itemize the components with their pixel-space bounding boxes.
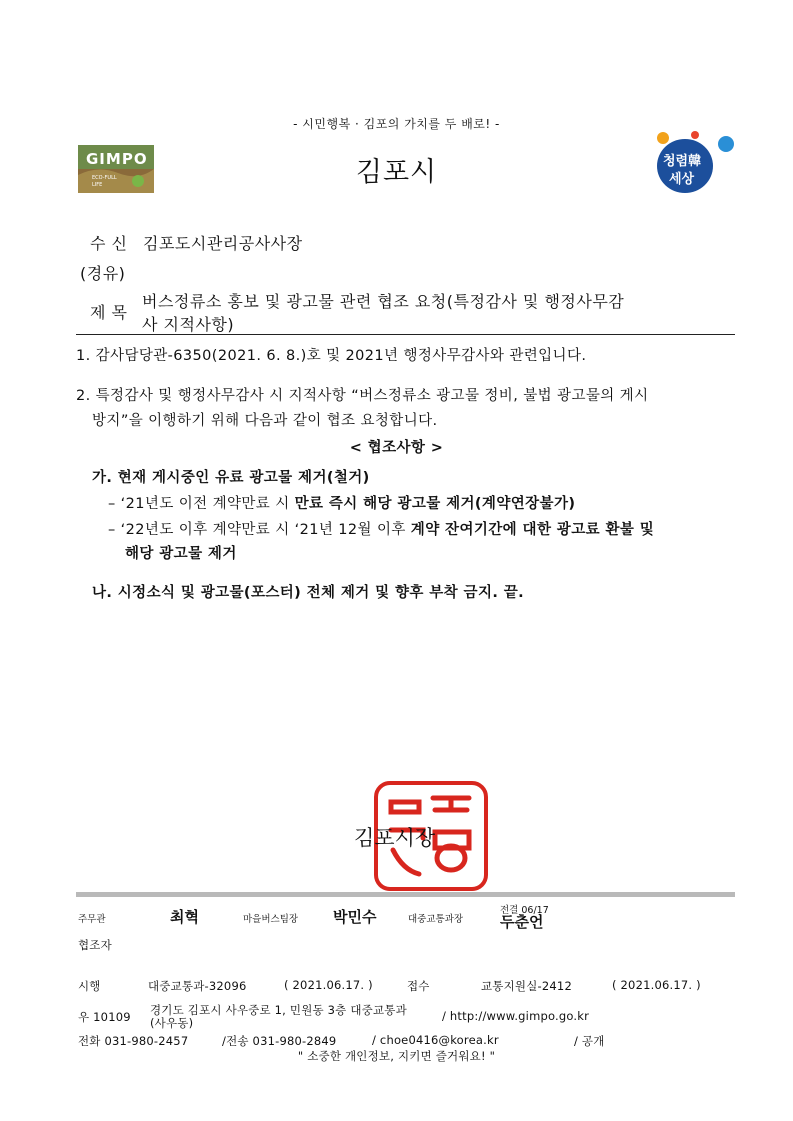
director-name: 두춘언 xyxy=(500,913,544,931)
logo-right-text2: 세상 xyxy=(669,172,695,187)
director-label: 대중교통과장 xyxy=(408,914,464,925)
recipient-value: 김포도시관리공사사장 xyxy=(143,234,303,253)
team-name: 박민수 xyxy=(333,908,377,926)
address-line2: (사우동) xyxy=(150,1016,194,1030)
address-line1: 경기도 김포시 사우중로 1, 민원동 3층 대중교통과 xyxy=(150,1003,407,1017)
subject-line1: 버스정류소 홍보 및 광고물 관련 협조 요청(특정감사 및 행정사무감 xyxy=(142,292,625,311)
website-link[interactable]: / http://www.gimpo.go.kr xyxy=(442,1009,590,1023)
header-divider xyxy=(76,334,735,335)
ga-bullet-2-bold: 계약 잔여기간에 대한 광고료 환불 및 xyxy=(410,522,655,538)
integrity-logo xyxy=(655,130,735,196)
exec-label: 시행 xyxy=(78,979,101,993)
staff-name: 최혁 xyxy=(170,908,199,926)
via-label: (경유) xyxy=(80,264,126,283)
subject-line2: 사 지적사항) xyxy=(142,315,235,334)
na-title: 나. 시정소식 및 광고물(포스터) 전체 제거 및 향후 부착 금지. 끝. xyxy=(92,585,525,601)
subject-label: 제 목 xyxy=(90,303,128,322)
email-link[interactable]: / choe0416@korea.kr xyxy=(372,1033,499,1047)
item-1: 1. 감사담당관-6350(2021. 6. 8.)호 및 2021년 행정사무감사와 관련입니다. xyxy=(76,348,587,364)
ga-title: 가. 현재 게시중인 유료 광고물 제거(철거) xyxy=(92,470,370,486)
item-2-line2: 방지”을 이행하기 위해 다음과 같이 협조 요청합니다. xyxy=(92,413,438,429)
logo-right-text1: 청렴韓 xyxy=(663,154,702,169)
team-label: 마을버스팀장 xyxy=(243,914,299,925)
exec-date: ( 2021.06.17. ) xyxy=(284,978,373,992)
org-name: 김포시 xyxy=(355,157,438,188)
privacy-slogan: " 소중한 개인정보, 지키면 즐거워요! " xyxy=(297,1049,496,1063)
recv-label: 접수 xyxy=(407,979,430,993)
mayor-signature: 김포시장 xyxy=(354,826,436,850)
disclosure: / 공개 xyxy=(574,1034,605,1048)
footer-divider xyxy=(76,892,735,897)
staff-label: 주무관 xyxy=(78,914,106,925)
recipient-label: 수 신 xyxy=(90,234,128,253)
postal-code: 우 10109 xyxy=(78,1010,131,1024)
director-note: 전결 06/17 xyxy=(500,905,549,916)
section-title: < 협조사항 > xyxy=(349,440,444,456)
coop-label: 협조자 xyxy=(78,938,112,952)
exec-value: 대중교통과-32096 xyxy=(148,979,247,993)
ga-bullet-2 xyxy=(108,518,654,539)
logo-left-text: GIMPO xyxy=(86,150,148,168)
item-2-line1: 2. 특정감사 및 행정사무감사 시 지적사항 “버스정류소 광고물 정비, 불법 광고물의 게시 xyxy=(76,388,649,404)
phone: 전화 031-980-2457 xyxy=(78,1034,189,1048)
ga-bullet-1-bold: 만료 즉시 해당 광고물 제거(계약연장불가) xyxy=(294,496,576,512)
recv-value: 교통지원실-2412 xyxy=(481,979,572,993)
logo-left-sub2: LIFE xyxy=(92,182,103,188)
recv-date: ( 2021.06.17. ) xyxy=(612,978,701,992)
fax: /전송 031-980-2849 xyxy=(222,1034,337,1048)
slogan: - 시민행복 · 김포의 가치를 두 배로! - xyxy=(293,117,500,131)
ga-bullet-1-text: – ‘21년도 이전 계약만료 시 xyxy=(108,496,295,512)
ga-bullet-1 xyxy=(108,492,575,513)
ga-bullet-2-text: – ‘22년도 이후 계약만료 시 ‘21년 12월 이후 xyxy=(108,522,411,538)
logo-left-sub1: ECO-FULL xyxy=(92,175,117,181)
ga-bullet-2-cont: 해당 광고물 제거 xyxy=(125,546,237,562)
